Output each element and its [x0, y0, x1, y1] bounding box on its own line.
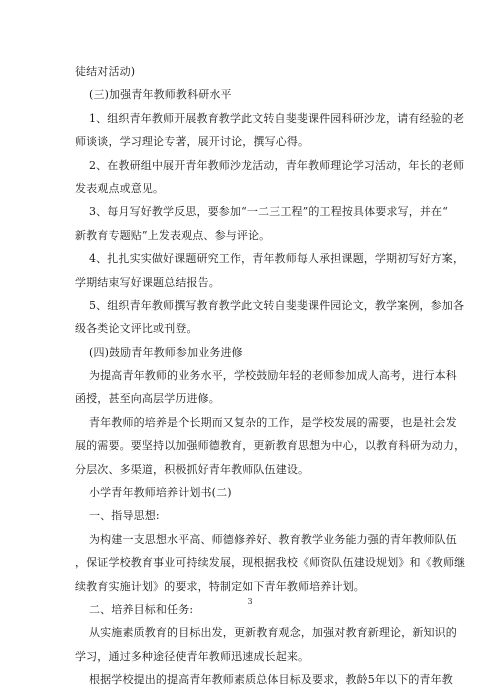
text-line: 3、每月写好教学反思，要参加“一二三工程”的工程按具体要求写，并在“ — [89, 205, 448, 219]
text-line: 徒结对活动) — [75, 65, 136, 78]
text-line: 从实施素质教育的目标出发，更新教育观念，加强对教育新理论，新知识的 — [89, 626, 457, 640]
text-line: 二、培养目标和任务: — [89, 602, 194, 616]
text-line: 新教育专题贴”上发表观点、参与评论。 — [75, 228, 271, 242]
text-line: 青年教师的培养是个长期而又复杂的工作，是学校发展的需要，也是社会发 — [89, 415, 457, 429]
text-line: 师谈谈，学习理论专著，展开讨论，撰写心得。 — [75, 135, 310, 149]
text-line: 函授，甚至向高层学历进修。 — [75, 392, 220, 406]
text-line: 为提高青年教师的业务水平，学校鼓励年轻的老师参加成人高考，进行本科 — [89, 369, 457, 383]
text-line: 学期结束写好课题总结报告。 — [75, 275, 220, 289]
text-line: 展的需要。要坚持以加强师德教育，更新教育思想为中心，以教育科研为动力， — [75, 439, 466, 453]
text-line: 分层次、多渠道，积极抓好青年教师队伍建设。 — [75, 462, 310, 476]
text-line: 根据学校提出的提高青年教师素质总体目标及要求，教龄5年以下的青年教 — [89, 673, 453, 687]
text-line: 发表观点或意见。 — [75, 181, 165, 195]
text-line: 2、在教研组中展开青年教师沙龙活动，青年教师理论学习活动，年长的老师 — [89, 158, 465, 172]
text-line: 学习，通过多种途径使青年教师迅速成长起来。 — [75, 649, 310, 663]
text-line: 一、指导思想: — [89, 509, 160, 523]
text-line: 1、组织青年教师开展教育教学此文转自斐斐课件园科研沙龙，请有经验的老 — [89, 111, 465, 125]
text-line: (三)加强青年教师教科研水平 — [89, 88, 232, 102]
text-line: 级各类论文评比或刊登。 — [75, 322, 198, 336]
text-line: 5、组织青年教师撰写教育教学此文转自斐斐课件园论文，教学案例，参加各 — [89, 298, 465, 312]
page-number: 3 — [247, 597, 253, 606]
text-line: 为构建一支思想水平高、师德修养好、教育教学业务能力强的青年教师队伍 — [89, 532, 457, 546]
text-line: 小学青年教师培养计划书(二) — [89, 486, 232, 500]
text-line: 续教育实施计划》的要求，特制定如下青年教师培养计划。 — [75, 579, 365, 593]
text-line: (四)鼓励青年教师参加业务进修 — [89, 345, 243, 359]
text-line: 4、扎扎实实做好课题研究工作，青年教师每人承担课题，学期初写好方案， — [89, 252, 465, 266]
text-line: ，保证学校教育事业可持续发展，现根据我校《师资队伍建设规划》和《教师继 — [75, 556, 466, 570]
